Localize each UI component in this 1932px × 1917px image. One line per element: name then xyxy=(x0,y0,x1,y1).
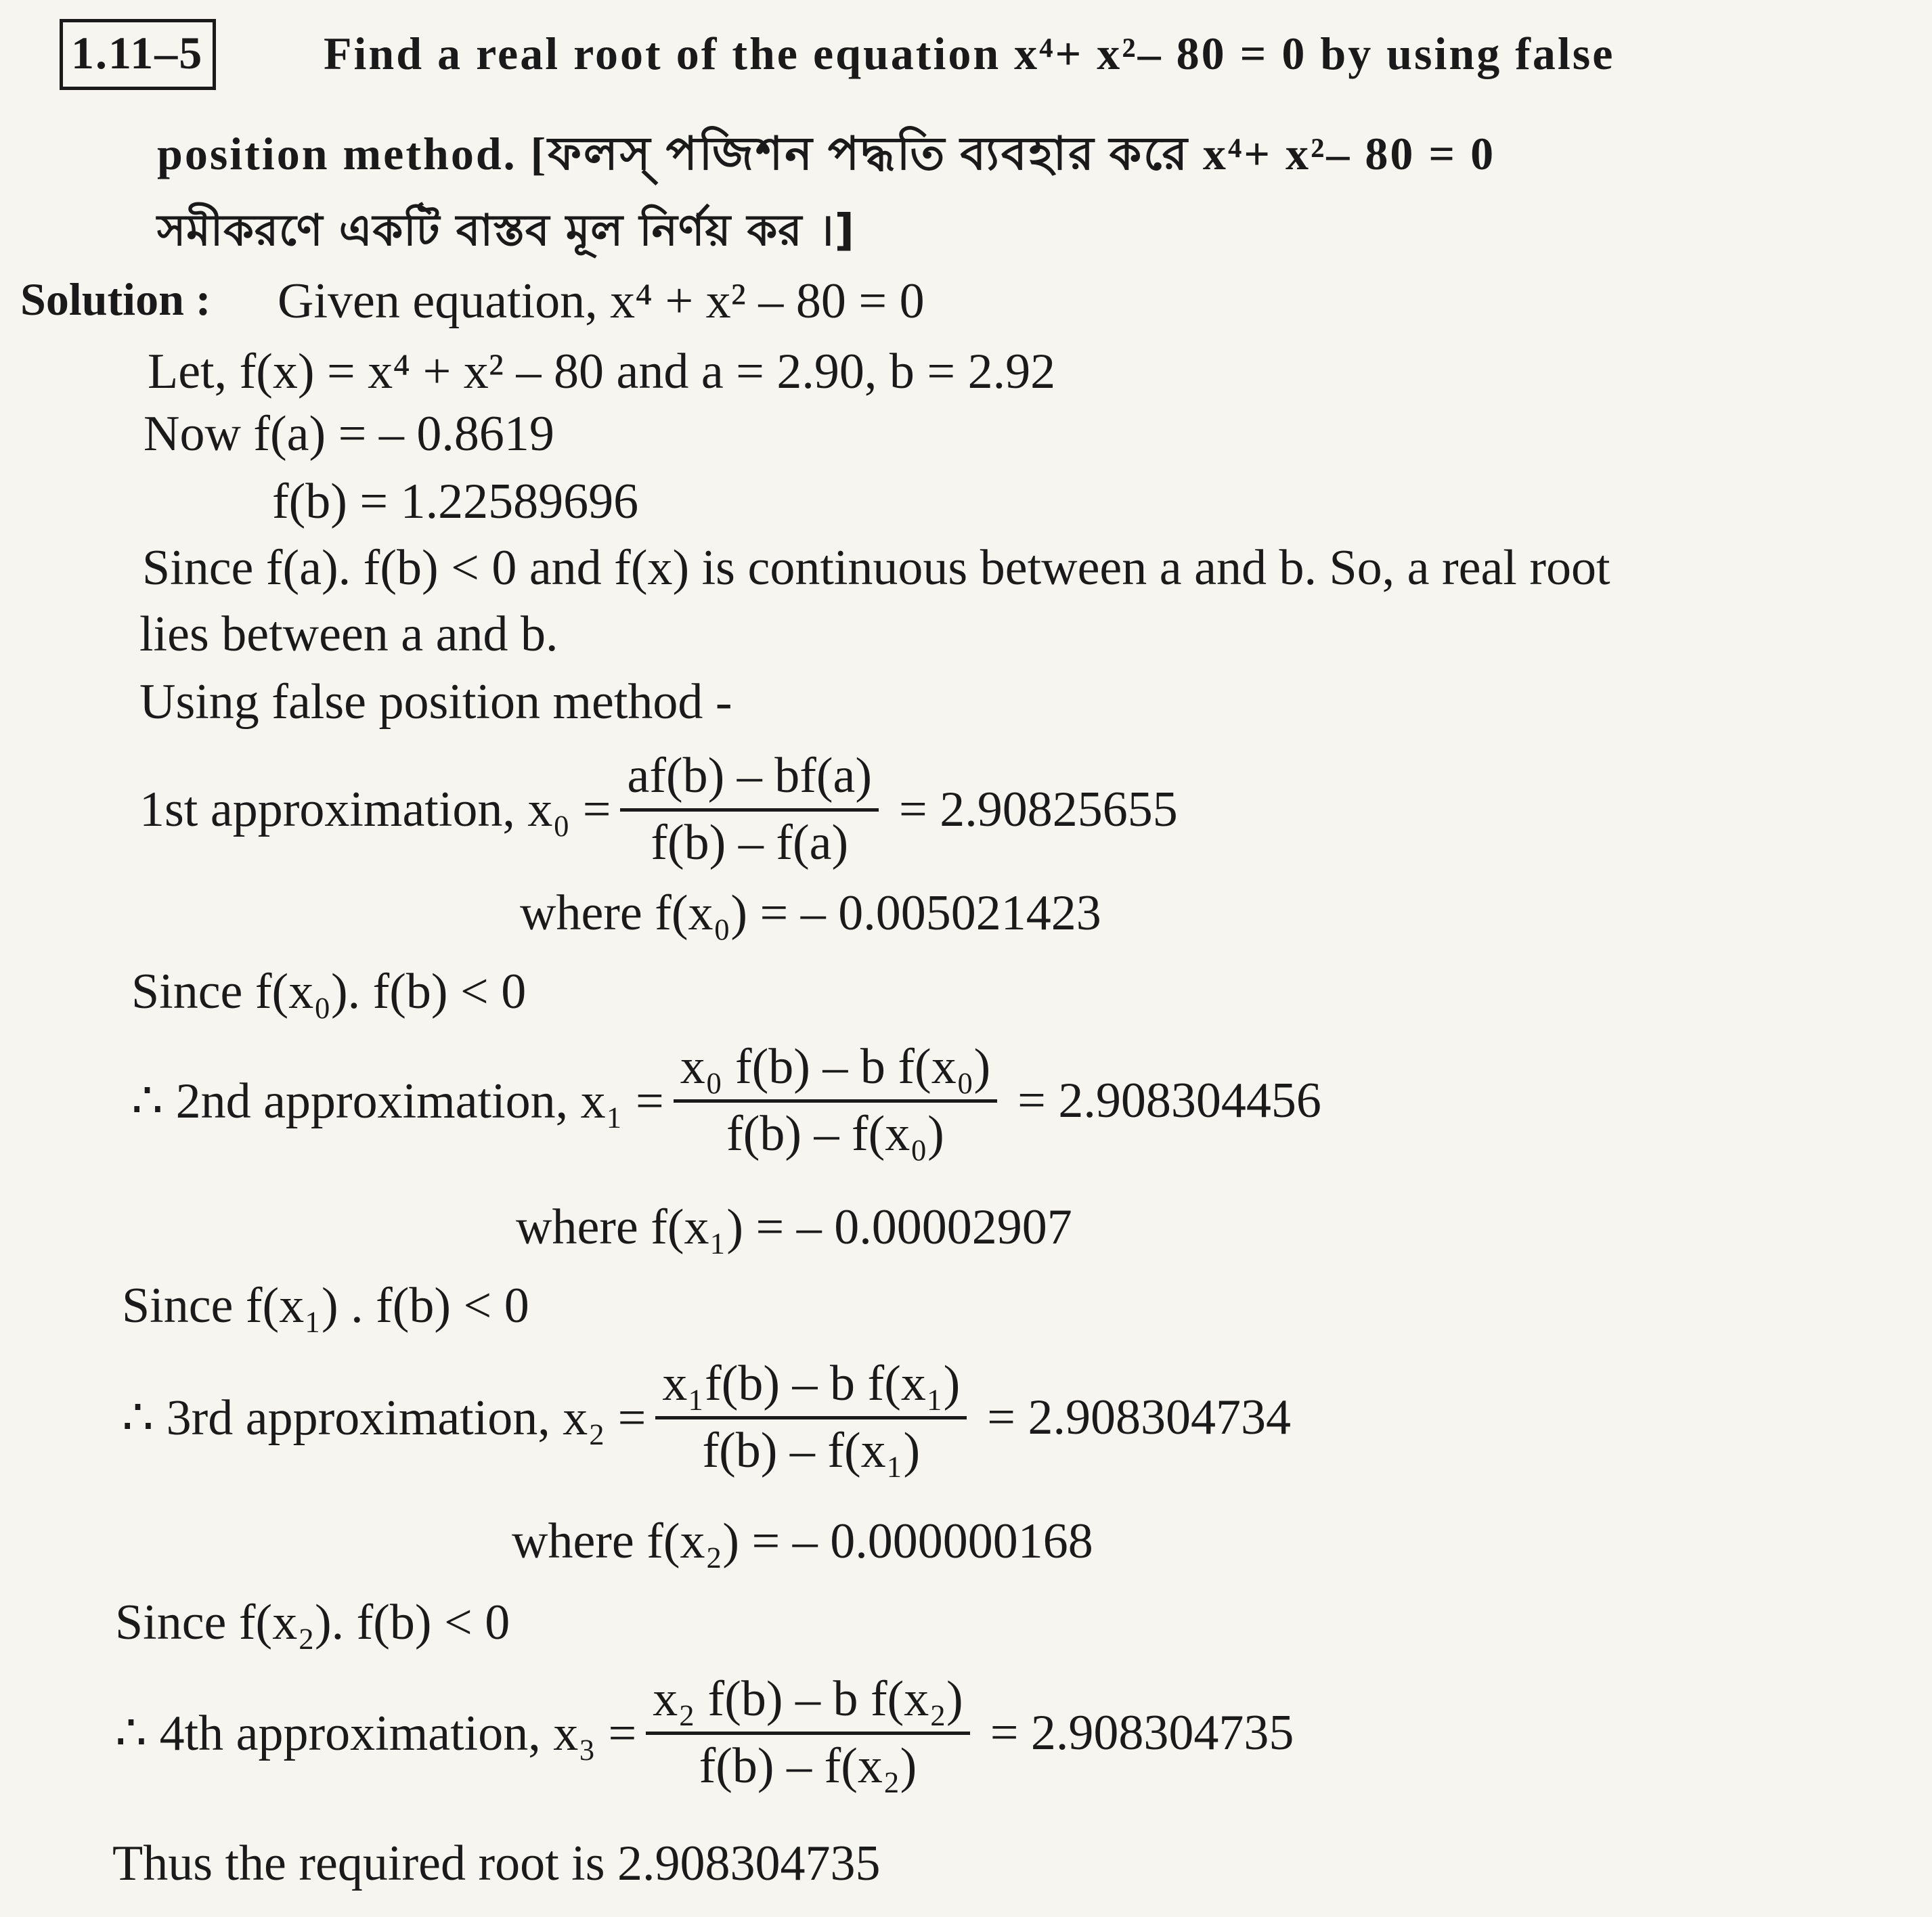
fraction-numerator: x₂ f(b) – b f(x₂) xyxy=(646,1673,969,1735)
approximation-1-label: 1st approximation, x₀ = xyxy=(139,781,611,837)
f-of-a: Now f(a) = – 0.8619 xyxy=(144,406,554,462)
approximation-4 xyxy=(115,1673,1294,1792)
approximation-4-fraction xyxy=(646,1673,969,1792)
method-heading: Using false position method - xyxy=(139,674,732,730)
approximation-4-result: = 2.908304735 xyxy=(990,1704,1294,1761)
problem-statement-line1: Find a real root of the equation x⁴+ x²– 80 = 0 by using false xyxy=(324,28,1615,79)
f-of-b: f(b) = 1.22589696 xyxy=(272,474,639,529)
sign-check-3: Since f(x₂). f(b) < 0 xyxy=(115,1595,510,1650)
solution-label: Solution : xyxy=(20,273,211,325)
approximation-2-residual: where f(x₁) = – 0.00002907 xyxy=(516,1199,1072,1255)
sign-check-2: Since f(x₁) . f(b) < 0 xyxy=(122,1278,529,1334)
fraction-denominator: f(b) – f(x₂) xyxy=(699,1738,917,1794)
fraction-numerator: x₁f(b) – b f(x₁) xyxy=(655,1358,967,1419)
fraction-denominator: f(b) – f(x₁) xyxy=(702,1422,921,1478)
approximation-1-residual: where f(x₀) = – 0.005021423 xyxy=(520,885,1101,941)
conclusion: Thus the required root is 2.908304735 xyxy=(112,1836,881,1891)
approximation-2 xyxy=(131,1041,1321,1160)
continuity-statement: Since f(a). f(b) < 0 and f(x) is continuous between a and b. So, a real root xyxy=(142,540,1610,596)
problem-statement-line3: সমীকরণে একটি বাস্তব মূল নির্ণয় কর ।] xyxy=(157,206,855,256)
approximation-4-label: ∴ 4th approximation, x₃ = xyxy=(115,1705,637,1761)
problem-statement-line2: position method. [ফলস্ পজিশন পদ্ধতি ব্যবহার করে x⁴+ x²– 80 = 0 xyxy=(157,128,1496,179)
fraction-denominator: f(b) – f(a) xyxy=(651,814,849,871)
approximation-3-fraction xyxy=(655,1358,967,1477)
approximation-3-result: = 2.908304734 xyxy=(987,1389,1292,1445)
approximation-3 xyxy=(122,1358,1291,1477)
approximation-2-result: = 2.908304456 xyxy=(1017,1072,1321,1128)
problem-number: 1.11–5 xyxy=(60,19,216,90)
approximation-1-result: = 2.90825655 xyxy=(899,781,1178,837)
approximation-1-fraction xyxy=(620,750,879,869)
fraction-numerator: x₀ f(b) – b f(x₀) xyxy=(674,1041,997,1103)
sign-check-1: Since f(x₀). f(b) < 0 xyxy=(131,964,527,1019)
fraction-numerator: af(b) – bf(a) xyxy=(620,750,879,812)
approximation-2-label: ∴ 2nd approximation, x₁ = xyxy=(131,1073,664,1129)
given-equation: Given equation, x⁴ + x² – 80 = 0 xyxy=(278,273,925,329)
fraction-denominator: f(b) – f(x₀) xyxy=(726,1105,944,1162)
approximation-3-residual: where f(x₂) = – 0.000000168 xyxy=(512,1514,1093,1569)
approximation-1 xyxy=(139,750,1178,869)
continuity-statement-cont: lies between a and b. xyxy=(139,607,558,662)
function-definition: Let, f(x) = x⁴ + x² – 80 and a = 2.90, b = 2.92 xyxy=(148,344,1056,399)
approximation-2-fraction xyxy=(674,1041,997,1160)
approximation-3-label: ∴ 3rd approximation, x₂ = xyxy=(122,1390,646,1446)
